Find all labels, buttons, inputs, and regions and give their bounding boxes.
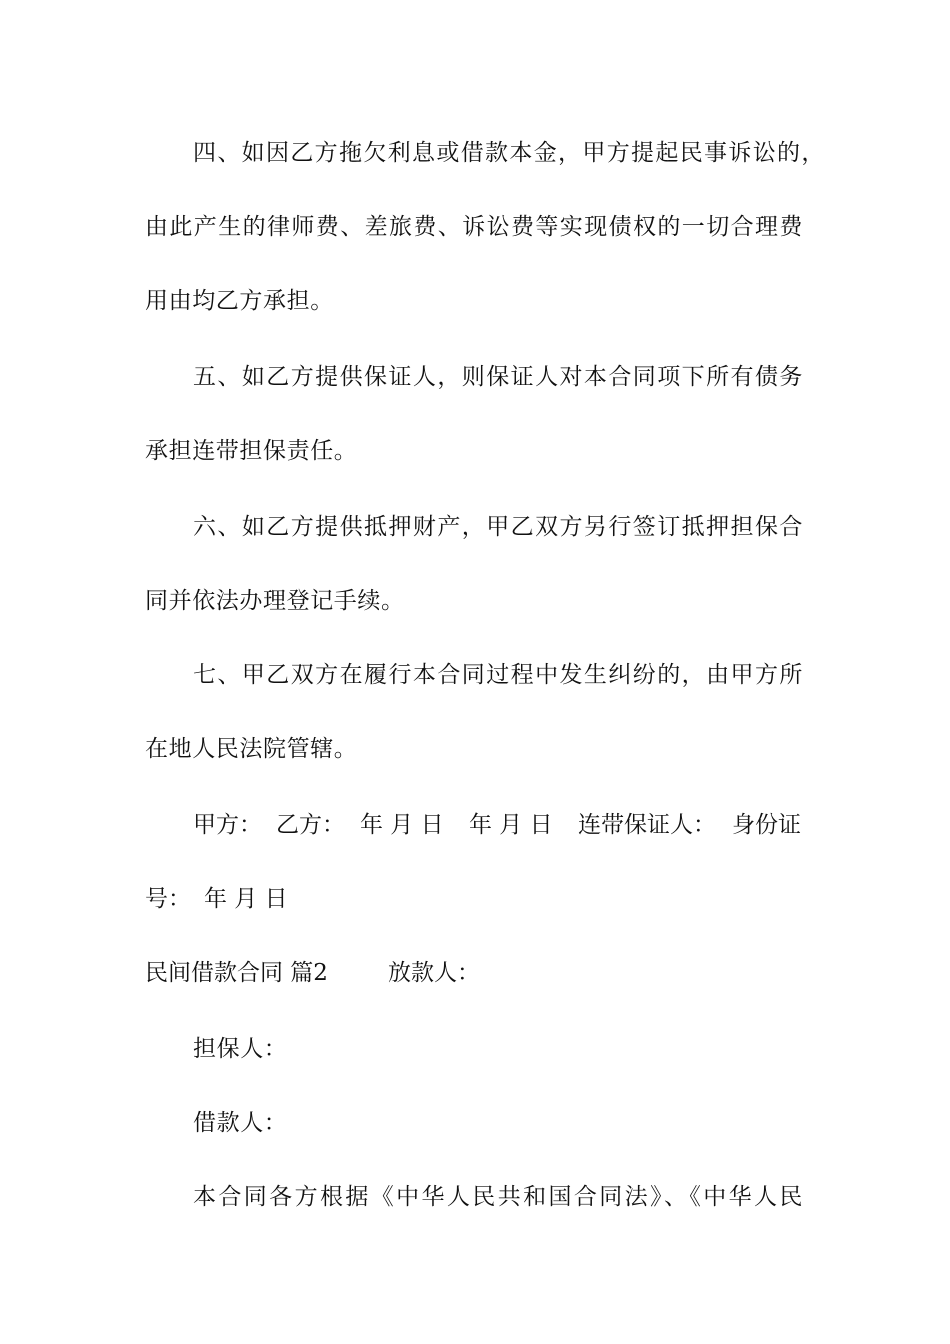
lender-label: 放款人：	[388, 960, 480, 986]
clause-4-line-3: 用由均乙方承担。	[145, 288, 334, 314]
borrower-label: 借款人：	[193, 1110, 288, 1136]
party-a-label: 甲方：	[193, 812, 262, 838]
clause-7-line-1: 七、甲乙双方在履行本合同过程中发生纠纷的，由甲方所	[193, 662, 803, 688]
date-3: 年 月 日	[204, 886, 288, 912]
date-1: 年 月 日	[360, 812, 444, 838]
guarantor-label: 连带保证人：	[578, 812, 716, 838]
party-b-label: 乙方：	[276, 812, 345, 838]
date-2: 年 月 日	[469, 812, 553, 838]
clause-4-line-1: 四、如因乙方拖欠利息或借款本金，甲方提起民事诉讼的，	[193, 140, 825, 166]
id-number-label-part-2: 号：	[145, 886, 191, 912]
signature-line	[0, 810, 950, 840]
clause-5-line-2: 承担连带担保责任。	[145, 438, 358, 464]
clause-7-line-2: 在地人民法院管辖。	[145, 736, 358, 762]
contract-2-intro: 本合同各方根据《中华人民共和国合同法》、《中华人民	[193, 1184, 803, 1210]
clause-5-line-1: 五、如乙方提供保证人，则保证人对本合同项下所有债务	[193, 364, 803, 390]
id-number-label-part-1: 身份证	[732, 812, 801, 838]
clause-6-line-1: 六、如乙方提供抵押财产，甲乙双方另行签订抵押担保合	[193, 514, 803, 540]
guarantor-label-2: 担保人：	[193, 1036, 288, 1062]
clause-6-line-2: 同并依法办理登记手续。	[145, 588, 405, 614]
clause-4-line-2: 由此产生的律师费、差旅费、诉讼费等实现债权的一切合理费	[145, 214, 803, 240]
contract-2-header	[0, 958, 950, 988]
signature-line-2	[0, 884, 950, 914]
contract-2-title: 民间借款合同 篇2	[145, 960, 328, 986]
